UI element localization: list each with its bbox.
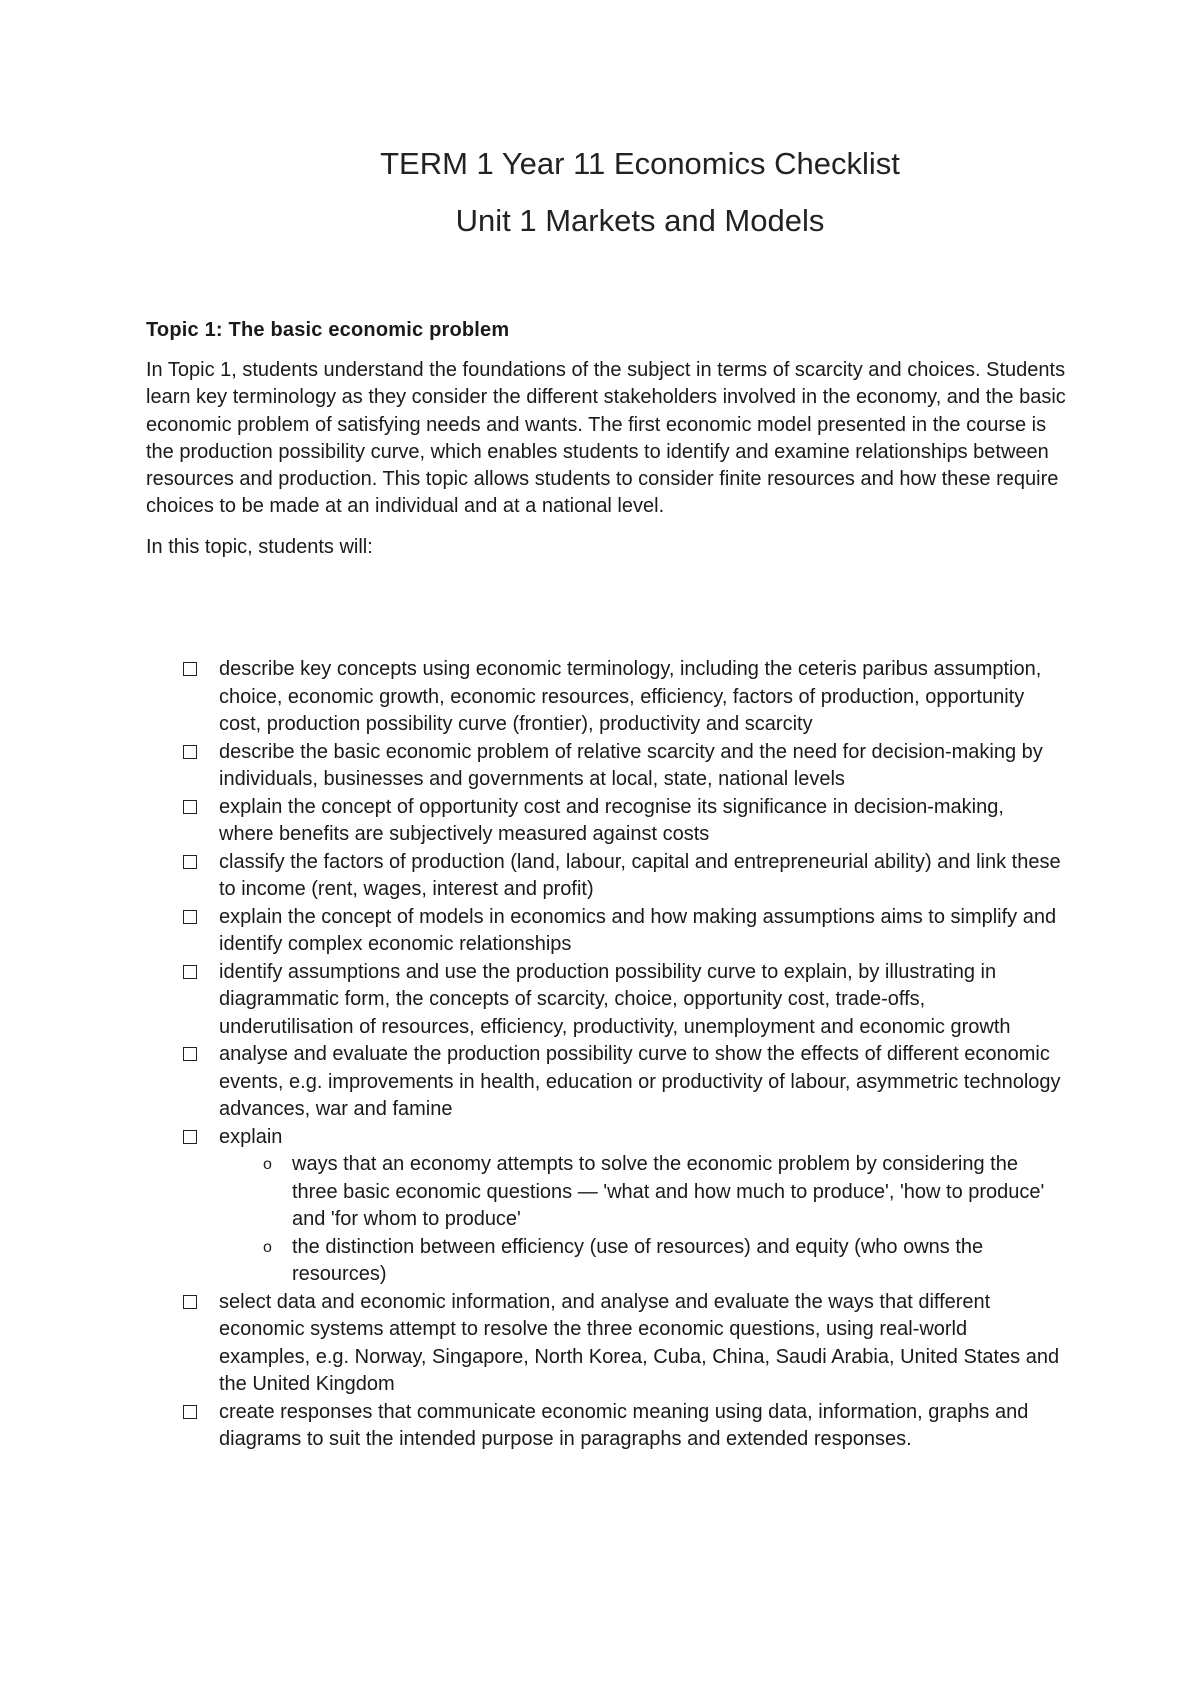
- circle-bullet-icon: o: [263, 1156, 272, 1173]
- checklist-item-text: describe the basic economic problem of relative scarcity and the need for decision-making by individuals, businesses and governments at local, state, national levels: [219, 740, 1043, 790]
- checklist-item: [183, 794, 1063, 849]
- checklist-item-text: explain the concept of opportunity cost and recognise its significance in decision-making, where benefits are subjectively measured against costs: [219, 795, 1004, 845]
- topic-description: In Topic 1, students understand the foundations of the subject in terms of scarcity and choices. Students learn key terminology as they consider the different stakeholders involved in the economy, and the basic economic problem of satisfying needs and wants. The first economic model presented in the course is the production possibility curve, which enables students to identify and examine relationships between resources and production. This topic allows students to consider finite resources and how these require choices to be made at an individual and at a national level.: [146, 359, 1066, 518]
- checkbox-icon[interactable]: [183, 745, 197, 759]
- circle-bullet-icon: o: [263, 1238, 272, 1256]
- sub-list: [219, 1151, 1063, 1289]
- checkbox-icon[interactable]: [183, 662, 197, 676]
- checklist-item-text: create responses that communicate economic meaning using data, information, graphs and diagrams to suit the intended purpose in paragraphs and extended responses.: [219, 1400, 1029, 1450]
- topic-section: [146, 317, 1066, 561]
- checkbox-icon[interactable]: [183, 800, 197, 814]
- sub-list-item-text: ways that an economy attempts to solve the economic problem by considering the three basic economic questions — 'what and how much to produce', 'how to produce' and 'for whom to produce': [292, 1153, 1045, 1230]
- checklist-item-text: select data and economic information, and analyse and evaluate the ways that different economic systems attempt to resolve the three economic questions, using real-world examples, e.g. Norway, Singapore, North Korea, Cuba, China, Saudi Arabia, United States and the United Kingdom: [219, 1290, 1060, 1395]
- checklist-item-text: explain: [219, 1125, 283, 1148]
- checklist-item: [183, 1124, 1063, 1289]
- checkbox-icon[interactable]: [183, 965, 197, 979]
- checklist-item-text: analyse and evaluate the production possibility curve to show the effects of different economic events, e.g. improvements in health, education or productivity of labour, asymmetric technology advances, war and famine: [219, 1043, 1061, 1120]
- checkbox-icon[interactable]: [183, 1405, 197, 1419]
- topic-heading: Topic 1: The basic economic problem: [146, 319, 510, 341]
- checklist-item: [183, 1399, 1063, 1454]
- checklist-item: [183, 959, 1063, 1042]
- checklist-item-text: describe key concepts using economic terminology, including the ceteris paribus assumption, choice, economic growth, economic resources, efficiency, factors of production, opportunity cost, production possibility curve (frontier), productivity and scarcity: [219, 658, 1042, 735]
- sub-list-item-text: the distinction between efficiency (use of resources) and equity (who owns the resources): [292, 1235, 984, 1285]
- checkbox-icon[interactable]: [183, 1047, 197, 1061]
- checklist-item: [183, 739, 1063, 794]
- unit-title: Unit 1 Markets and Models: [455, 203, 825, 238]
- checklist: [183, 656, 1063, 1454]
- checkbox-icon[interactable]: [183, 855, 197, 869]
- checkbox-icon[interactable]: [183, 910, 197, 924]
- checklist-item: [183, 656, 1063, 739]
- checklist-item-text: explain the concept of models in economics and how making assumptions aims to simplify and identify complex economic relationships: [219, 905, 1057, 955]
- checkbox-icon[interactable]: [183, 1130, 197, 1144]
- sub-list-item: [219, 1234, 1063, 1289]
- checklist-intro: In this topic, students will:: [146, 535, 373, 558]
- checklist-item-text: classify the factors of production (land, labour, capital and entrepreneurial ability) and link these to income (rent, wages, interest and profit): [219, 850, 1061, 900]
- checklist-item: [183, 904, 1063, 959]
- checklist-item: [183, 849, 1063, 904]
- sub-list-item: [219, 1151, 1063, 1234]
- checklist-item: [183, 1289, 1063, 1399]
- document-title: TERM 1 Year 11 Economics Checklist: [380, 146, 900, 181]
- checklist-item: [183, 1041, 1063, 1124]
- checkbox-icon[interactable]: [183, 1295, 197, 1309]
- checklist-item-text: identify assumptions and use the production possibility curve to explain, by illustrating in diagrammatic form, the concepts of scarcity, choice, opportunity cost, trade-offs, underutilisation of resources, efficiency, productivity, unemployment and economic growth: [219, 960, 1011, 1038]
